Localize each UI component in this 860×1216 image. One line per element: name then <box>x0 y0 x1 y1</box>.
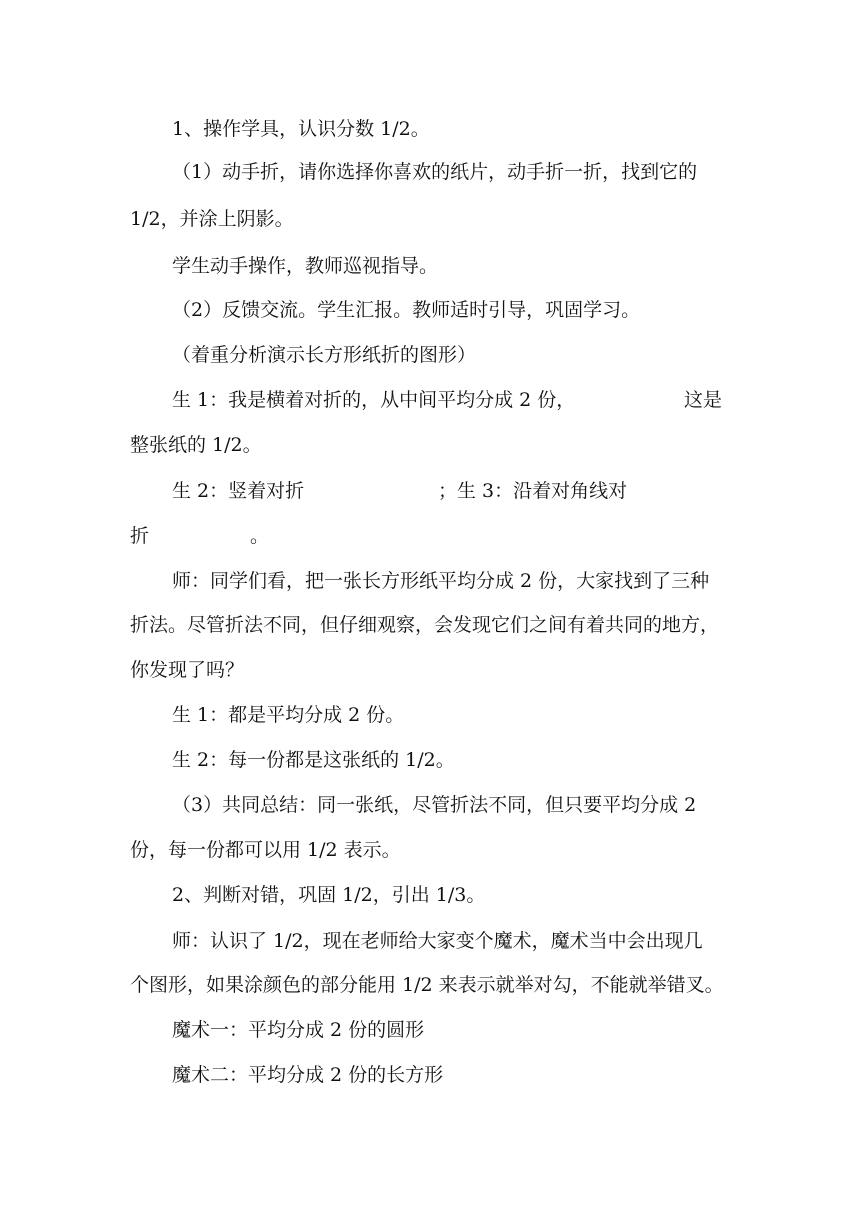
paragraph-line: 魔术二：平均分成 2 份的长方形 <box>172 1064 444 1086</box>
paragraph-line: 师：同学们看，把一张长方形纸平均分成 2 份，大家找到了三种 <box>172 570 710 592</box>
paragraph-line: 学生动手操作，教师巡视指导。 <box>172 255 439 277</box>
section-heading-2: 2、判断对错，巩固 1/2，引出 1/3。 <box>172 884 486 906</box>
section-heading-1: 1、操作学具，认识分数 1/2。 <box>172 118 430 140</box>
paragraph-line-tail: 这是 <box>684 389 723 411</box>
paragraph-line-tail: ；生 3：沿着对角线对 <box>438 480 628 502</box>
paragraph-line: 个图形，如果涂颜色的部分能用 1/2 来表示就举对勾，不能就举错叉。 <box>130 974 724 996</box>
paragraph-line: 生 1：都是平均分成 2 份。 <box>172 704 405 726</box>
paragraph-line: 折 <box>130 525 150 547</box>
paragraph-line: （1）动手折，请你选择你喜欢的纸片，动手折一折，找到它的 <box>172 161 698 183</box>
paragraph-line: 折法。尽管折法不同，但仔细观察，会发现它们之间有着共同的地方， <box>130 614 720 636</box>
paragraph-line: 师：认识了 1/2，现在老师给大家变个魔术，魔术当中会出现几 <box>172 930 703 952</box>
paragraph-line: 整张纸的 1/2。 <box>130 434 262 456</box>
paragraph-line: 生 2：每一份都是这张纸的 1/2。 <box>172 749 455 771</box>
paragraph-line: （3）共同总结：同一张纸，尽管折法不同，但只要平均分成 2 <box>172 794 697 816</box>
paragraph-line: 魔术一：平均分成 2 份的圆形 <box>172 1019 425 1041</box>
paragraph-line: 生 1：我是横着对折的，从中间平均分成 2 份， <box>172 389 576 411</box>
paragraph-line: （2）反馈交流。学生汇报。教师适时引导，巩固学习。 <box>172 299 641 321</box>
paragraph-line: （着重分析演示长方形纸折的图形） <box>172 344 477 366</box>
paragraph-line: 你发现了吗？ <box>130 659 245 681</box>
paragraph-line: 生 2：竖着对折 <box>172 480 305 502</box>
paragraph-line: 1/2，并涂上阴影。 <box>130 208 294 230</box>
paragraph-line: 份，每一份都可以用 1/2 表示。 <box>130 839 401 861</box>
paragraph-line-tail: 。 <box>250 525 270 547</box>
